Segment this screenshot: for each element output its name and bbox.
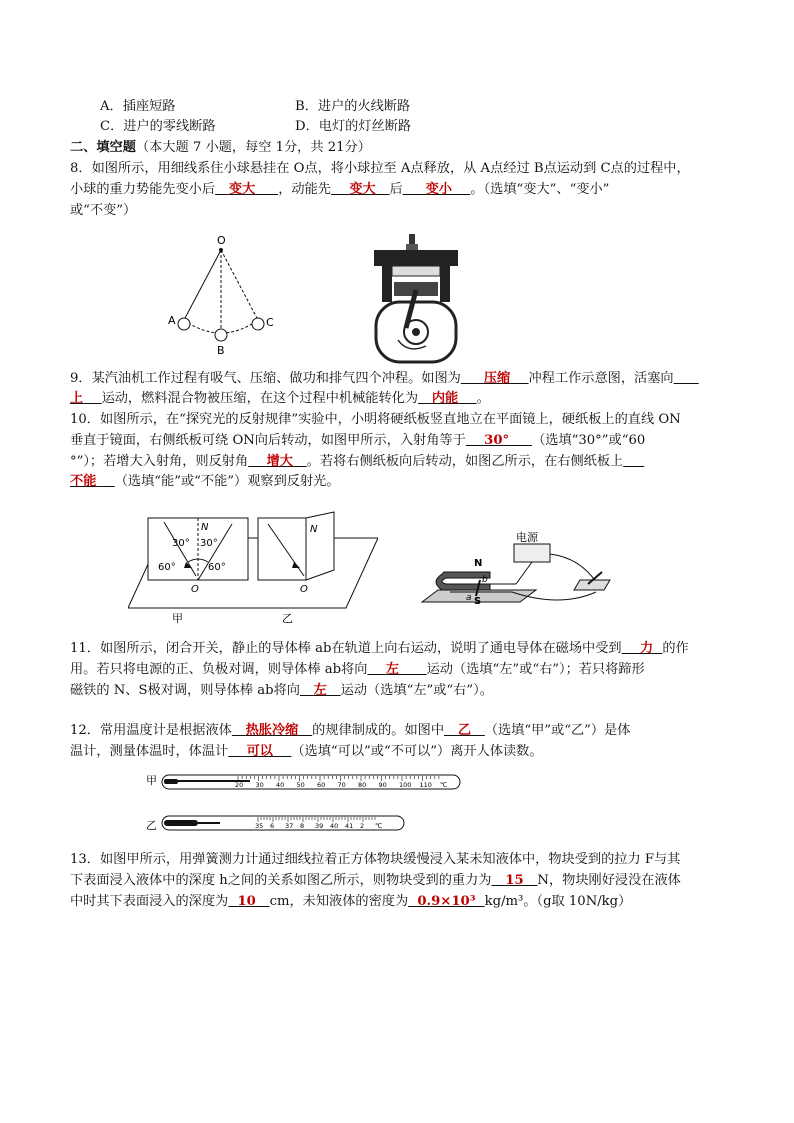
q10-line2 <box>70 432 645 450</box>
reflection-figure <box>128 510 378 628</box>
q12-text: 的规律制成的。如图中 <box>312 723 445 738</box>
scale-label: ℃ <box>440 781 448 789</box>
q13-line2 <box>70 872 681 890</box>
q13-text: N，物块刚好浸没在液体 <box>537 873 681 888</box>
angle-60-right: 60° <box>208 562 226 573</box>
ball-c <box>252 318 264 330</box>
q10-line4 <box>70 473 340 491</box>
q12-text: （选填“可以”或“不可以”）离开人体读数。 <box>291 744 543 759</box>
label-yi: 乙 <box>146 819 157 832</box>
section-title: 二、填空题 <box>70 140 136 155</box>
q11-answer-3: 左 <box>313 683 327 698</box>
scale-label: 8 <box>300 822 305 830</box>
scale-label: 41 <box>345 822 354 830</box>
q8-line2 <box>70 181 609 199</box>
scale-label: 80 <box>358 781 367 789</box>
scale-label: 50 <box>296 781 305 789</box>
label-a: a <box>466 593 472 603</box>
q11-line3 <box>70 682 493 700</box>
label-power: 电源 <box>516 531 538 544</box>
q10-text: 。若将右侧纸板向后转动，如图乙所示，在右侧纸板上 <box>306 454 624 469</box>
q11-text: 磁铁的 N、S极对调，则导体棒 ab将向 <box>70 683 300 698</box>
q8-text: 后 <box>389 182 403 197</box>
label-jia: 甲 <box>172 612 183 625</box>
q11-line2 <box>70 661 645 679</box>
label-a: A <box>168 314 176 327</box>
q12-text: （选填“甲”或“乙”）是体 <box>484 723 631 738</box>
thermometers-figure <box>140 770 470 836</box>
engine-figure <box>368 232 464 368</box>
rail-figure <box>420 528 620 612</box>
q13-text: kg/m³。（g取 10N/kg） <box>484 894 632 909</box>
scale-label: 110 <box>419 781 432 789</box>
q8-answer-1: 变大 <box>228 182 256 197</box>
q13-answer-2: 10 <box>237 894 256 909</box>
board-yi-rotated <box>306 512 334 580</box>
scale-label: 39 <box>315 822 324 830</box>
scale-label: 6 <box>270 822 275 830</box>
scale-label: 37 <box>285 822 294 830</box>
angle-60-left: 60° <box>158 562 176 573</box>
q12-text: 12．常用温度计是根据液体 <box>70 723 232 738</box>
label-n: N <box>310 524 318 535</box>
option-d: D．电灯的灯丝断路 <box>295 119 412 134</box>
q8-answer-2: 变大 <box>349 182 376 197</box>
q11-answer-1: 力 <box>639 641 654 656</box>
section-heading <box>70 139 371 157</box>
q8-text: 。（选填“变大”、“变小” <box>470 182 610 197</box>
scale-label: 40 <box>276 781 285 789</box>
label-o: O <box>191 584 199 595</box>
q13-text: 中时其下表面浸入的深度为 <box>70 894 229 909</box>
q11-line1 <box>70 640 689 658</box>
pendulum-figure <box>160 228 280 358</box>
q10-answer-2: 增大 <box>266 454 293 469</box>
label-n: N <box>201 522 209 533</box>
q9-answer-1: 压缩 <box>483 371 511 386</box>
scale-label: 30 <box>255 781 264 789</box>
option-c: C．进户的零线断路 <box>100 119 216 134</box>
q11-text: 用。若只将电源的正、负极对调，则导体棒 ab将向 <box>70 662 368 677</box>
label-c: C <box>266 316 274 329</box>
q12-answer-1: 热胀冷缩 <box>245 723 299 738</box>
q12-answer-2: 乙 <box>457 723 471 738</box>
q9-text: 运动，燃料混合物被压缩，在这个过程中机械能转化为 <box>101 391 419 406</box>
section-note: （本大题 7 小题，每空 1分，共 21分） <box>135 140 371 155</box>
q8-text: 小球的重力势能先变小后 <box>70 182 216 197</box>
q13-line3 <box>70 893 631 911</box>
q9-line1 <box>70 370 699 388</box>
label-o: O <box>217 234 226 247</box>
q13-answer-1: 15 <box>505 873 524 888</box>
option-a: A．插座短路 <box>100 99 176 114</box>
q10-answer-1: 30° <box>484 433 510 448</box>
angle-30-right: 30° <box>200 538 218 549</box>
ball-b <box>215 329 227 341</box>
scale-label: 2 <box>360 822 365 830</box>
scale-label: 90 <box>378 781 387 789</box>
q12-text: 温计，测量体温时，体温计 <box>70 744 229 759</box>
q10-text: （选填“能”或“不能”）观察到反射光。 <box>114 474 340 489</box>
q11-text: 的作 <box>662 641 689 656</box>
q10-line3 <box>70 453 644 471</box>
power-supply <box>514 544 550 562</box>
q8-answer-3: 变小 <box>425 182 452 197</box>
q13-text: 下表面浸入液体中的深度 h之间的关系如图乙所示，则物块受到的重力为 <box>70 873 492 888</box>
scale-label: 60 <box>317 781 326 789</box>
q13-line1: 13．如图甲所示，用弹簧测力计通过细线拉着正方体物块缓慢浸入某未知液体中，物块受到的拉力 F与其 <box>70 852 681 867</box>
q9-answer-2: 上 <box>70 391 84 406</box>
scale-label: ℃ <box>375 822 383 830</box>
q9-line2 <box>70 390 490 408</box>
label-b: B <box>217 344 225 357</box>
q10-line1: 10．如图所示，在“探究光的反射规律”实验中，小明将硬纸板竖直地立在平面镜上，硬纸板上的直线 ON <box>70 412 681 427</box>
q12-line1 <box>70 722 630 740</box>
label-n: N <box>474 558 483 569</box>
label-yi: 乙 <box>282 612 293 625</box>
q10-text: （选填“30°”或“60 <box>532 433 646 448</box>
ball-a <box>178 318 190 330</box>
q11-answer-2: 左 <box>385 662 399 677</box>
q8-line3: 或“不变”） <box>70 203 137 218</box>
q12-line2 <box>70 743 543 761</box>
q10-text: °”）；若增大入射角，则反射角 <box>70 454 249 469</box>
q13-answer-3: 0.9×10³ <box>417 894 476 909</box>
q8-line1: 8．如图所示，用细线系住小球悬挂在 O点，将小球拉至 A点释放，从 A点经过 B点运动到 C点的过程中， <box>70 161 690 176</box>
q11-text: 运动（选填“左”或“右”）；若只将蹄形 <box>426 662 645 677</box>
scale-label: 70 <box>337 781 346 789</box>
scale-label: 20 <box>235 781 244 789</box>
scale-label: 100 <box>399 781 412 789</box>
q9-text: 冲程工作示意图，活塞向 <box>528 371 674 386</box>
q9-answer-3: 内能 <box>431 391 459 406</box>
label-b: b <box>482 575 488 585</box>
option-b: B．进户的火线断路 <box>295 99 411 114</box>
scale-label: 35 <box>255 822 264 830</box>
q8-text: ，动能先 <box>278 182 331 197</box>
scale-label: 40 <box>330 822 339 830</box>
q11-text: 运动（选填“左”或“右”）。 <box>340 683 493 698</box>
label-jia: 甲 <box>146 774 157 787</box>
label-o: O <box>300 584 308 595</box>
q9-text: 9．某汽油机工作过程有吸气、压缩、做功和排气四个冲程。如图为 <box>70 371 461 386</box>
q13-text: cm，未知液体的密度为 <box>269 894 409 909</box>
q12-answer-3: 可以 <box>246 744 273 759</box>
q11-text: 11．如图所示，闭合开关，静止的导体棒 ab在轨道上向右运动，说明了通电导体在磁场中受到 <box>70 641 622 656</box>
q9-text: 。 <box>476 391 490 406</box>
q10-answer-3: 不能 <box>70 474 97 489</box>
q10-text: 垂直于镜面，右侧纸板可绕 ON向后转动，如图甲所示，入射角等于 <box>70 433 466 448</box>
angle-30-left: 30° <box>172 538 190 549</box>
label-s: S <box>474 596 482 607</box>
